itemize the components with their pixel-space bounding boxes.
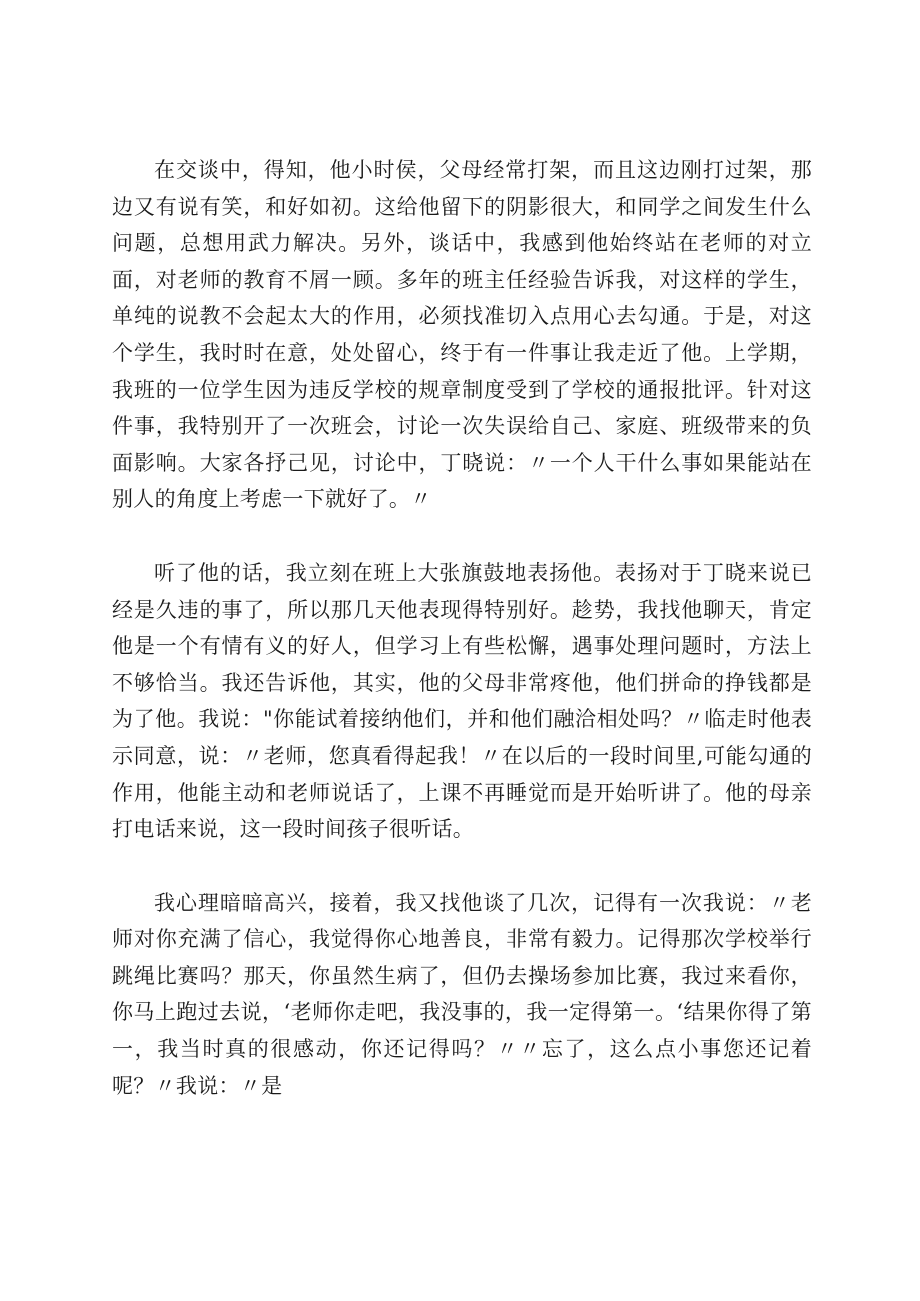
paragraph-1: 在交谈中，得知，他小时侯，父母经常打架，而且这边刚打过架，那边又有说有笑，和好如初。这给他留下的阴影很大，和同学之间发生什么问题，总想用武力解决。另外，谈话中，我感到他始终站在老师的对立面，对老师的教育不屑一顾。多年的班主任经验告诉我，对这样的学生，单纯的说教不会起太大的作用，必须找准切入点用心去勾通。于是，对这个学生，我时时在意，处处留心，终于有一件事让我走近了他。上学期，我班的一位学生因为违反学校的规章制度受到了学校的通报批评。针对这件事，我特别开了一次班会，讨论一次失误给自己、家庭、班级带来的负面影响。大家各抒己见，讨论中，丁晓说：〃一个人干什么事如果能站在别人的角度上考虑一下就好了。〃 [112,158,812,512]
paragraph-2: 听了他的话，我立刻在班上大张旗鼓地表扬他。表扬对于丁晓来说已经是久违的事了，所以那几天他表现得特别好。趁势，我找他聊天，肯定他是一个有情有义的好人，但学习上有些松懈，遇事处理问题时，方法上不够恰当。我还告诉他，其实，他的父母非常疼他，他们拼命的挣钱都是为了他。我说："你能试着接纳他们，并和他们融洽相处吗？〃临走时他表示同意，说：〃老师，您真看得起我！〃在以后的一段时间里,可能勾通的作用，他能主动和老师说话了，上课不再睡觉而是开始听讲了。他的母亲打电话来说，这一段时间孩子很听话。 [112,560,812,842]
paragraph-3: 我心理暗暗高兴，接着，我又找他谈了几次，记得有一次我说：〃老师对你充满了信心，我觉得你心地善良，非常有毅力。记得那次学校举行跳绳比赛吗？那天，你虽然生病了，但仍去操场参加比赛，我过来看你，你马上跑过去说，‘老师你走吧，我没事的，我一定得第一。‘结果你得了第一，我当时真的很感动，你还记得吗？〃〃忘了，这么点小事您还记着呢？〃我说：〃是 [112,890,812,1098]
document-body [112,152,812,1104]
